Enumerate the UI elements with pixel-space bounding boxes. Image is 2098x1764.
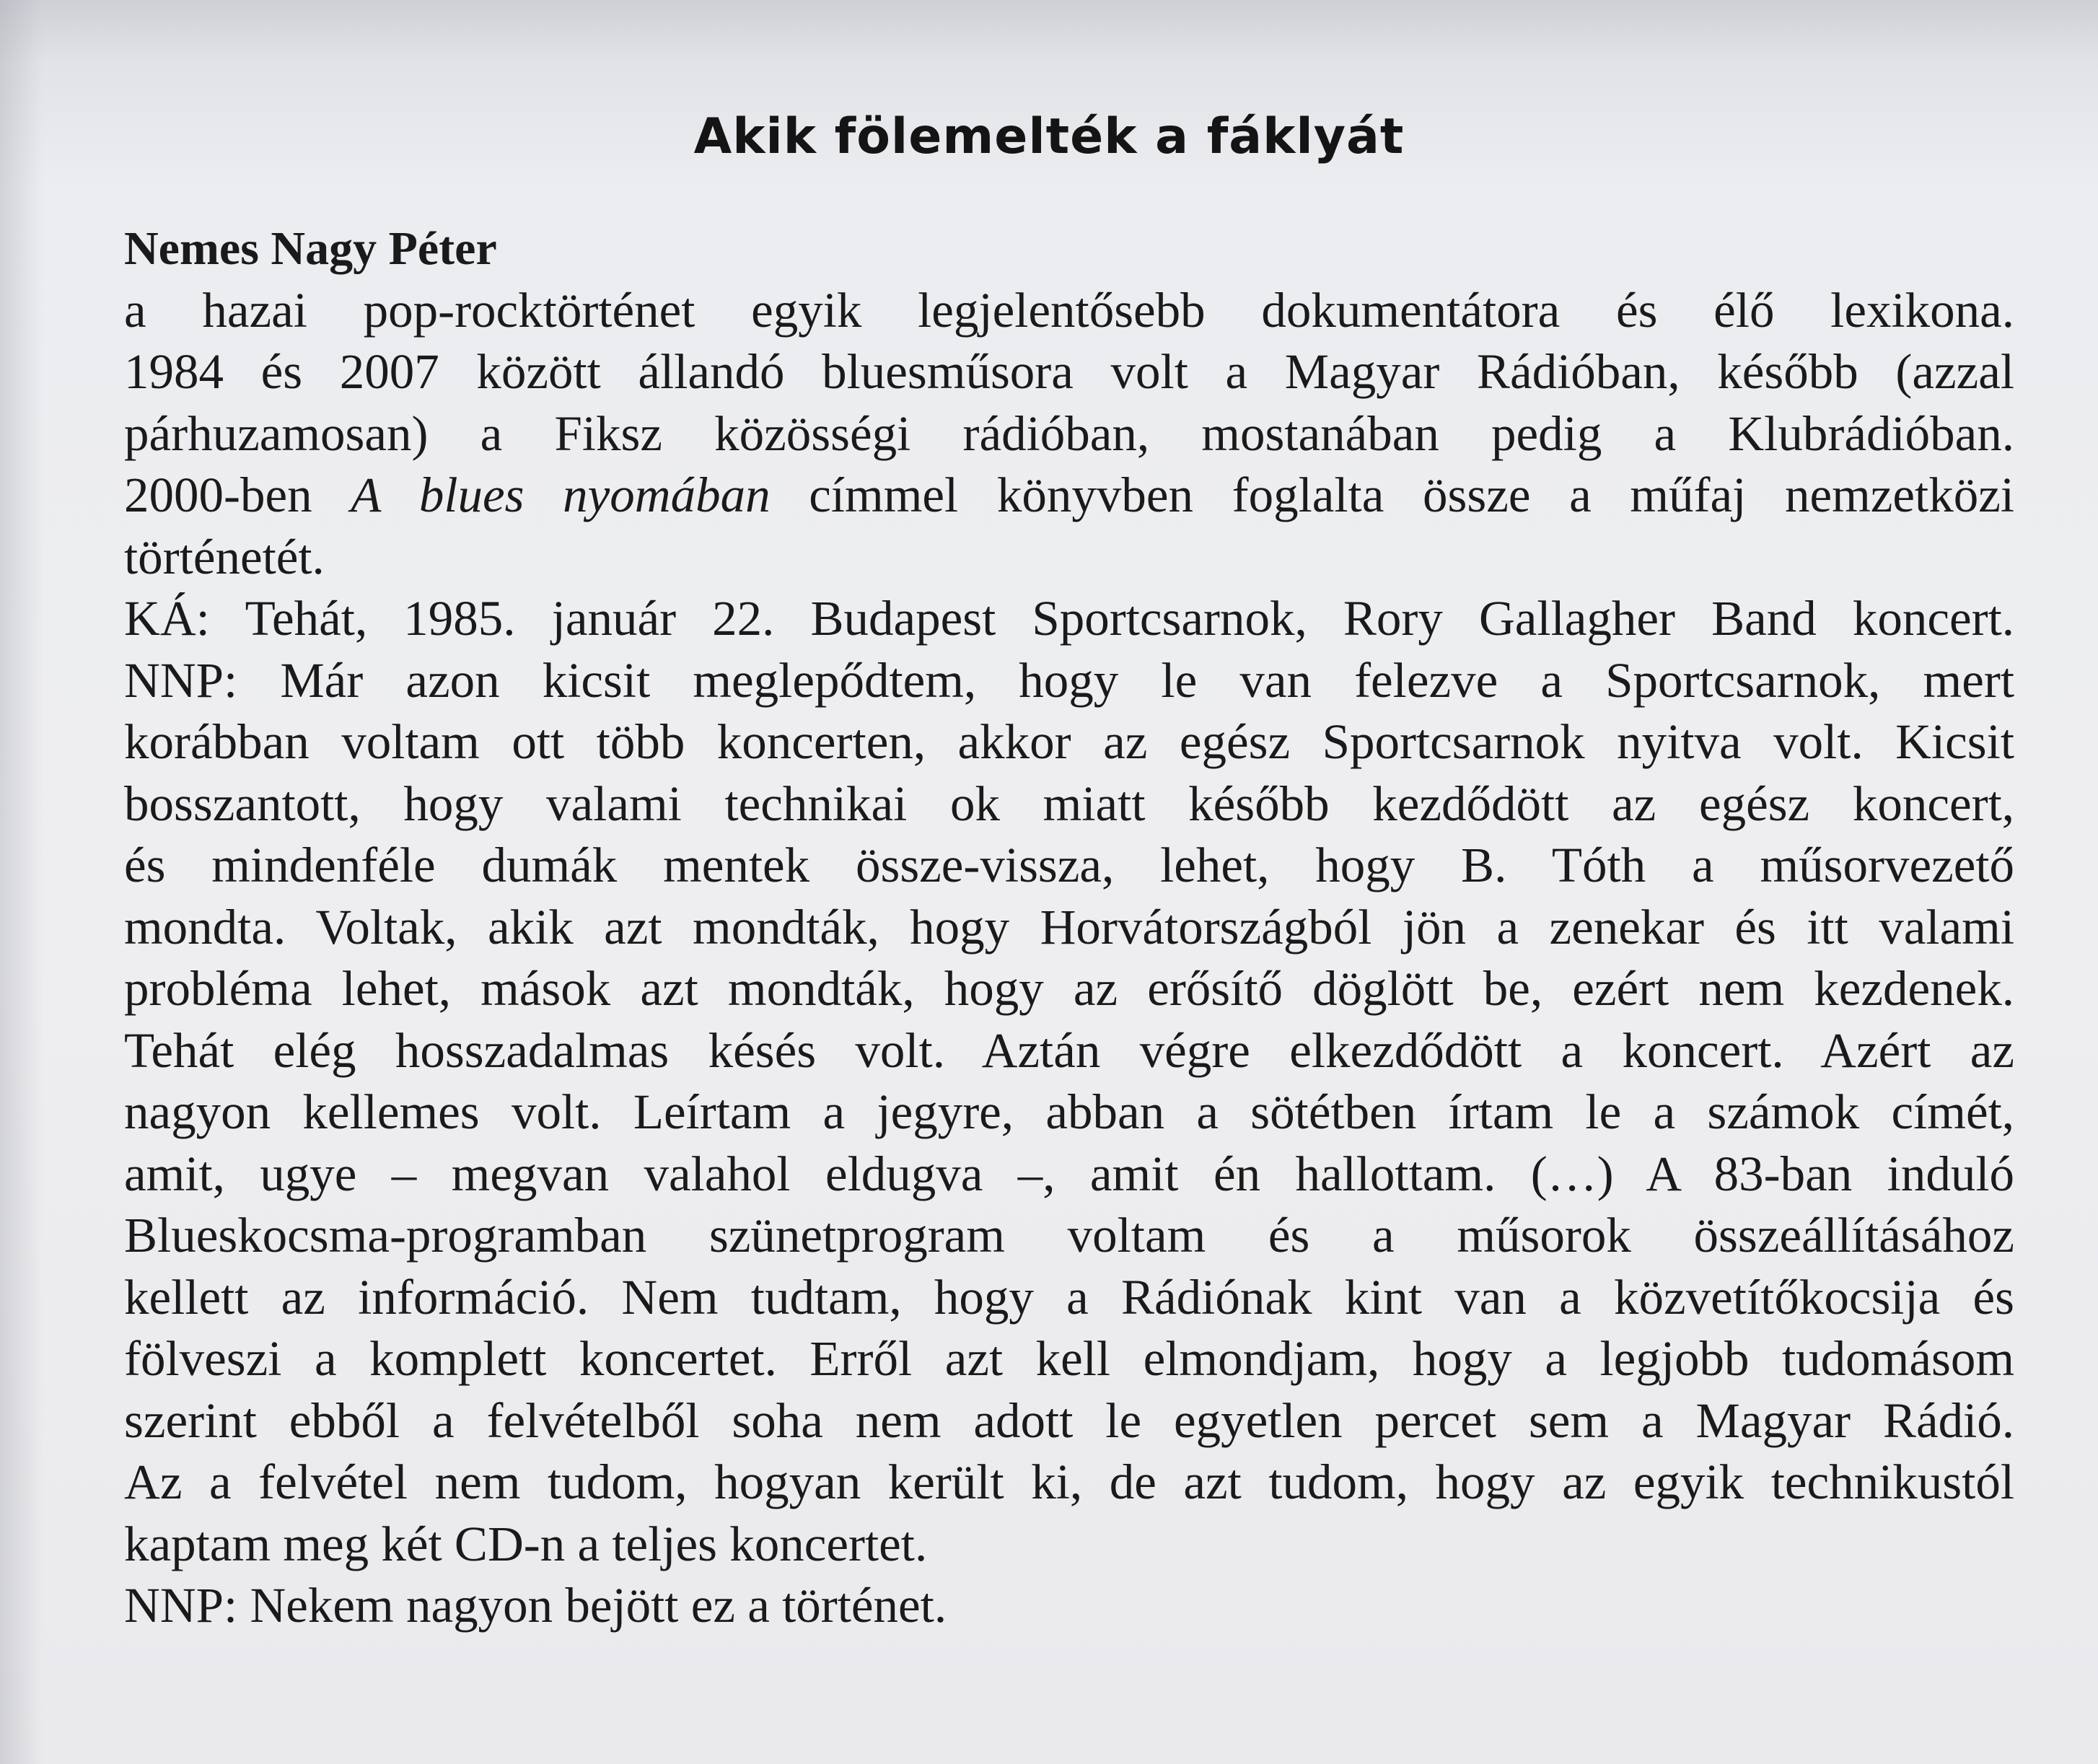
interview-line: probléma lehet, mások azt mondták, hogy az erősítő döglött be, ezért nem kezdenek. xyxy=(124,961,2014,1016)
bio-line: a hazai pop-rocktörténet egyik legjelentősebb dokumentátora és élő lexikona. xyxy=(124,282,2014,338)
bio-text: címmel könyvben foglalta össze a műfaj nemzetközi xyxy=(770,468,2014,522)
interview-line: mondta. Voltak, akik azt mondták, hogy Horvátországból jön a zenekar és itt valami xyxy=(124,899,2014,955)
bio-line: történetét. xyxy=(124,529,325,584)
interview-line: és mindenféle dumák mentek össze-vissza, lehet, hogy B. Tóth a műsorvezető xyxy=(124,838,2014,892)
interview-line: KÁ: Tehát, 1985. január 22. Budapest Sportcsarnok, Rory Gallagher Band koncert. xyxy=(124,591,2014,646)
bio-line: 1984 és 2007 között állandó bluesműsora volt a Magyar Rádióban, később (azzal xyxy=(124,344,2014,399)
interview-line: korábban voltam ott több koncerten, akkor az egész Sportcsarnok nyitva volt. Kicsit xyxy=(124,714,2014,769)
interview-line: szerint ebből a felvételből soha nem adott le egyetlen percet sem a Magyar Rádió. xyxy=(124,1392,2014,1448)
interview-line: NNP: Nekem nagyon bejött ez a történet. xyxy=(124,1578,947,1633)
interview-line: kellett az információ. Nem tudtam, hogy a Rádiónak kint van a közvetítőkocsija és xyxy=(124,1269,2014,1325)
bio-line: párhuzamosan) a Fiksz közösségi rádióban, mostanában pedig a Klubrádióban. xyxy=(124,405,2014,461)
interview-line: amit, ugye – megvan valahol eldugva –, amit én hallottam. (…) A 83-ban induló xyxy=(124,1146,2014,1201)
chapter-heading: Akik fölemelték a fáklyát xyxy=(693,108,1405,165)
interview-line: kaptam meg két CD-n a teljes koncertet. xyxy=(124,1516,928,1571)
interview-line: NNP: Már azon kicsit meglepődtem, hogy le van felezve a Sportcsarnok, mert xyxy=(124,652,2014,708)
interview-line: Tehát elég hosszadalmas késés volt. Aztán végre elkezdődött a koncert. Azért az xyxy=(124,1022,2014,1078)
page-edge-shadow xyxy=(0,0,43,1764)
interview-line: Blueskocsma-programban szünetprogram voltam és a műsorok összeállításához xyxy=(124,1208,2014,1263)
author-name: Nemes Nagy Péter xyxy=(124,222,497,275)
interview-line: nagyon kellemes volt. Leírtam a jegyre, abban a sötétben írtam le a számok címét, xyxy=(124,1084,2014,1139)
interview-line: fölveszi a komplett koncertet. Erről azt kell elmondjam, hogy a legjobb tudomásom xyxy=(124,1331,2014,1386)
bio-text: 2000-ben xyxy=(124,468,351,522)
book-title: A blues nyomában xyxy=(351,468,771,522)
bio-line-with-title xyxy=(124,465,2014,527)
interview-line: bosszantott, hogy valami technikai ok miatt később kezdődött az egész koncert, xyxy=(124,776,2014,831)
body-text xyxy=(124,218,2014,1637)
interview-line: Az a felvétel nem tudom, hogyan került ki, de azt tudom, hogy az egyik technikustól xyxy=(124,1454,2014,1509)
